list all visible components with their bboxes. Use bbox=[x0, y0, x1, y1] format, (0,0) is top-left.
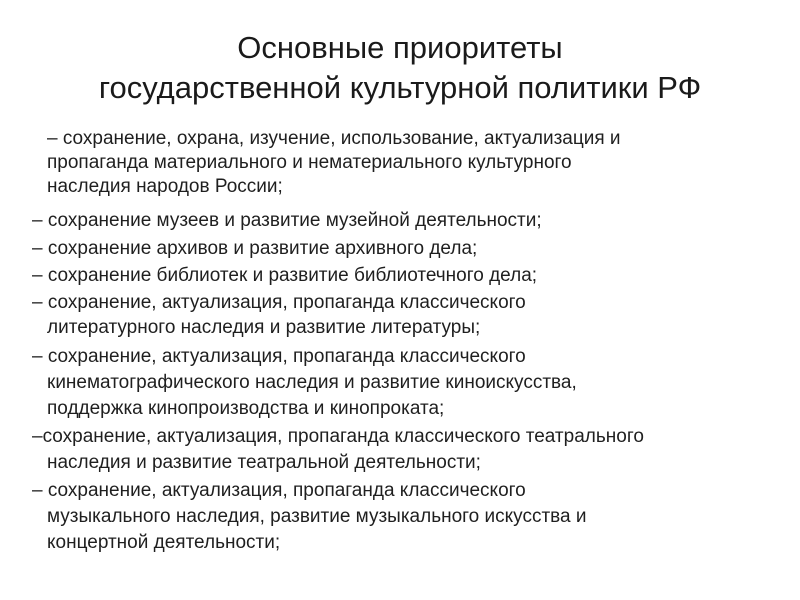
list-item-line: литературного наследия и развитие литературы; bbox=[47, 317, 481, 338]
list-item-line: – сохранение библиотек и развитие библиотечного дела; bbox=[32, 265, 538, 286]
list-item-line: поддержка кинопроизводства и кинопроката; bbox=[47, 398, 445, 419]
list-item-line: – сохранение, актуализация, пропаганда классического bbox=[32, 292, 526, 313]
list-item-line: музыкального наследия, развитие музыкального искусства и bbox=[47, 506, 587, 527]
title-line: государственной культурной политики РФ bbox=[98, 70, 702, 105]
list-item-line: – сохранение архивов и развитие архивного дела; bbox=[32, 238, 478, 259]
list-item-line: – сохранение, охрана, изучение, использование, актуализация и bbox=[47, 128, 621, 149]
list-item-line: концертной деятельности; bbox=[47, 532, 281, 553]
list-item-line: –сохранение, актуализация, пропаганда классического театрального bbox=[32, 426, 644, 447]
list-item-line: кинематографического наследия и развитие киноискусства, bbox=[47, 372, 577, 393]
list-item-line: пропаганда материального и нематериального культурного bbox=[47, 152, 572, 173]
title-line: Основные приоритеты bbox=[237, 30, 563, 65]
list-item-line: наследия и развитие театральной деятельности; bbox=[47, 452, 481, 473]
slide-title bbox=[0, 28, 800, 108]
list-item-line: наследия народов России; bbox=[47, 176, 283, 197]
list-item-line: – сохранение музеев и развитие музейной деятельности; bbox=[32, 210, 542, 231]
list-item-line: – сохранение, актуализация, пропаганда классического bbox=[32, 480, 526, 501]
list-item-line: – сохранение, актуализация, пропаганда классического bbox=[32, 346, 526, 367]
